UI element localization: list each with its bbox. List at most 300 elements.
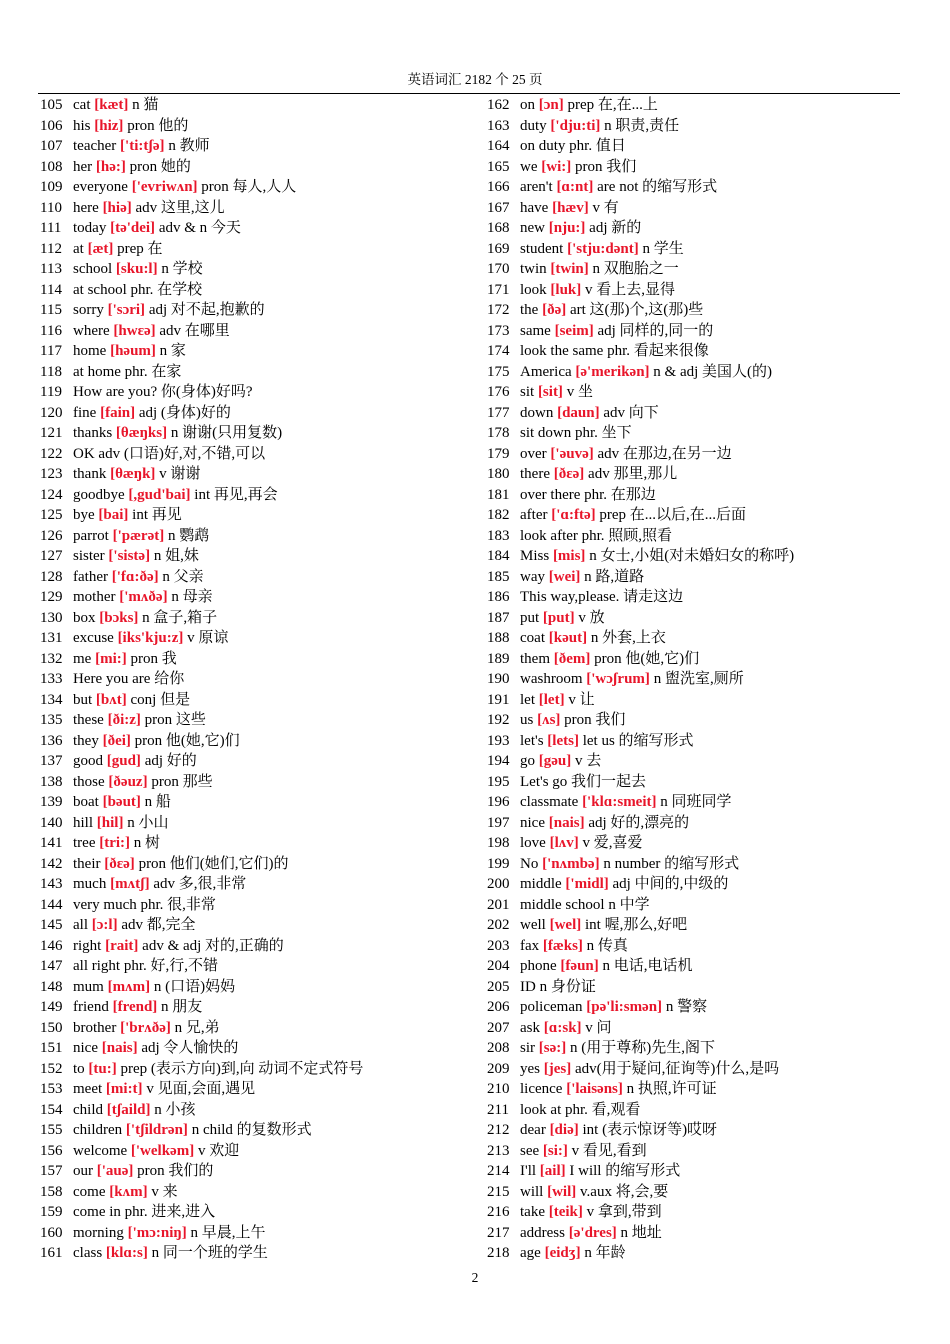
vocab-entry [40, 1243, 470, 1264]
entry-word: at [73, 240, 84, 257]
entry-definition: n 小山 [127, 814, 169, 831]
entry-number: 113 [40, 261, 62, 277]
entry-phonetic: ['stju:dənt] [567, 240, 639, 257]
vocab-entry [40, 710, 470, 731]
vocab-entry [40, 444, 470, 465]
entry-number: 171 [487, 281, 510, 298]
entry-phonetic: [nju:] [548, 220, 586, 236]
entry-phonetic: ['ɑ:ftə] [551, 507, 596, 523]
entry-phonetic: [mʌtʃ] [110, 876, 150, 892]
entry-phonetic: [hiz] [94, 117, 124, 134]
entry-word: parrot [73, 527, 109, 544]
entry-phonetic: [ɑ:nt] [556, 179, 594, 195]
vocab-entry [487, 157, 917, 178]
entry-number: 217 [487, 1224, 510, 1241]
entry-word: them [520, 650, 550, 667]
vocab-entry [487, 1243, 917, 1264]
entry-phonetic: [hwɛə] [113, 322, 156, 339]
entry-phonetic: [hə:] [95, 158, 126, 175]
entry-number: 195 [487, 773, 510, 790]
entry-word: down [520, 404, 554, 421]
entry-number: 186 [487, 589, 510, 605]
entry-word: morning [73, 1224, 124, 1241]
vocab-entry [487, 792, 917, 813]
entry-word: those [73, 773, 105, 790]
entry-word: This way,please. 请走这边 [520, 589, 684, 605]
entry-word: we [520, 158, 538, 175]
entry-definition: prep 在,在...上 [567, 97, 658, 113]
entry-word: father [73, 568, 108, 585]
vocab-entry [40, 1038, 470, 1059]
entry-definition: n 早晨,上午 [190, 1224, 266, 1241]
entry-word: aren't [520, 179, 553, 195]
entry-number: 218 [487, 1245, 510, 1261]
entry-word: go [520, 753, 535, 769]
entry-word: on [520, 97, 535, 113]
entry-definition: n 女士,小姐(对未婚妇女的称呼) [589, 548, 795, 564]
entry-number: 185 [487, 568, 510, 585]
entry-definition: adj 好的 [144, 753, 197, 769]
entry-phonetic: [luk] [550, 281, 582, 298]
entry-number: 153 [40, 1081, 63, 1097]
entry-word: well [520, 917, 546, 933]
vocab-entry [487, 239, 917, 260]
vocab-entry [487, 956, 917, 977]
vocab-entry [487, 628, 917, 649]
vocab-entry [40, 1120, 470, 1141]
vocab-entry [487, 915, 917, 936]
entry-phonetic: [lʌv] [549, 835, 579, 851]
entry-word: after [520, 507, 548, 523]
entry-phonetic: [iks'kju:z] [117, 630, 184, 646]
entry-phonetic: [fəun] [560, 958, 599, 974]
entry-phonetic: [twin] [550, 261, 589, 277]
entry-number: 139 [40, 794, 63, 810]
vocab-entry [40, 977, 470, 998]
vocab-entry [40, 403, 470, 424]
entry-word: over [520, 445, 547, 462]
entry-phonetic: [hiə] [102, 199, 132, 216]
entry-definition: n 小孩 [154, 1101, 196, 1118]
entry-number: 182 [487, 507, 510, 523]
entry-definition: v 看上去,显得 [585, 281, 676, 298]
entry-word: nice [73, 1040, 98, 1056]
vocab-entry [40, 751, 470, 772]
entry-number: 136 [40, 732, 63, 749]
entry-number: 208 [487, 1040, 510, 1056]
vocab-entry [40, 587, 470, 608]
entry-number: 138 [40, 773, 63, 790]
vocab-entry [487, 1038, 917, 1059]
entry-phonetic: [æt] [87, 240, 114, 257]
entry-word: way [520, 568, 545, 585]
vocab-entry [487, 1059, 917, 1080]
entry-number: 175 [487, 363, 510, 380]
entry-word: policeman [520, 999, 583, 1015]
entry-number: 124 [40, 486, 63, 503]
vocab-entry [487, 1223, 917, 1244]
entry-number: 164 [487, 138, 510, 154]
entry-number: 162 [487, 97, 510, 113]
entry-phonetic: [θæŋks] [115, 425, 168, 441]
entry-phonetic: [kəut] [548, 630, 588, 646]
entry-phonetic: [tʃaild] [106, 1101, 151, 1118]
vocab-entry [40, 280, 470, 301]
entry-number: 163 [487, 117, 510, 134]
entry-word: their [73, 855, 101, 872]
vocab-entry [40, 239, 470, 260]
vocab-entry [487, 505, 917, 526]
entry-number: 105 [40, 97, 63, 113]
entry-phonetic: [ɔ:l] [91, 917, 118, 933]
entry-definition: v 放 [578, 609, 605, 626]
entry-definition: prep (表示方向)到,向 动词不定式符号 [120, 1060, 364, 1077]
vocab-entry [40, 1018, 470, 1039]
entry-word: much [73, 876, 107, 892]
entry-phonetic: ['welkəm] [130, 1142, 195, 1159]
entry-number: 106 [40, 117, 63, 134]
entry-number: 194 [487, 753, 510, 769]
entry-number: 140 [40, 814, 63, 831]
vocab-entry [40, 259, 470, 280]
entry-word: cat [73, 97, 91, 113]
entry-number: 184 [487, 548, 510, 564]
entry-word: at home phr. 在家 [73, 363, 182, 380]
entry-definition: n 姐,妹 [153, 548, 199, 564]
entry-number: 198 [487, 835, 510, 851]
entry-word: classmate [520, 794, 579, 810]
entry-word: Let's go 我们一起去 [520, 773, 647, 790]
entry-phonetic: [ðəuz] [108, 773, 148, 790]
entry-word: Miss [520, 548, 550, 564]
entry-number: 176 [487, 384, 510, 400]
entry-definition: v 有 [592, 199, 619, 216]
entry-number: 137 [40, 753, 63, 769]
entry-phonetic: ['midl] [565, 876, 609, 892]
entry-word: sit down phr. 坐下 [520, 425, 632, 441]
entry-definition: n 警察 [665, 999, 708, 1015]
entry-number: 130 [40, 609, 63, 626]
entry-definition: n 谢谢(只用复数) [170, 425, 283, 441]
vocab-entry [487, 608, 917, 629]
entry-number: 143 [40, 876, 63, 892]
vocab-entry [487, 567, 917, 588]
vocab-entry [487, 587, 917, 608]
entry-word: see [520, 1142, 540, 1159]
entry-number: 168 [487, 220, 510, 236]
vocab-entry [40, 198, 470, 219]
entry-number: 156 [40, 1142, 63, 1159]
entry-phonetic: [kæt] [94, 97, 129, 113]
entry-word: middle school n 中学 [520, 896, 650, 913]
entry-definition: v 去 [575, 753, 602, 769]
entry-phonetic: [ʌs] [537, 712, 561, 728]
entry-word: very much phr. 很,非常 [73, 896, 216, 913]
entry-number: 199 [487, 855, 510, 872]
vocab-entry [40, 485, 470, 506]
entry-number: 216 [487, 1204, 510, 1220]
vocab-entry [487, 198, 917, 219]
entry-word: me [73, 650, 92, 667]
vocab-entry [40, 362, 470, 383]
entry-phonetic: [hil] [96, 814, 124, 831]
entry-definition: prep 在...以后,在...后面 [599, 507, 747, 523]
entry-number: 209 [487, 1060, 510, 1077]
entry-phonetic: [put] [542, 609, 575, 626]
entry-word: home [73, 343, 107, 359]
entry-word: mother [73, 589, 116, 605]
entry-definition: n 学校 [161, 261, 203, 277]
entry-word: there [520, 466, 550, 482]
entry-definition: v 坐 [566, 384, 593, 400]
entry-phonetic: [,gud'bai] [128, 486, 191, 503]
entry-number: 190 [487, 671, 510, 687]
entry-number: 189 [487, 650, 510, 667]
vocab-entry [40, 628, 470, 649]
entry-number: 192 [487, 712, 510, 728]
vocab-entry [487, 731, 917, 752]
entry-number: 144 [40, 896, 63, 913]
entry-phonetic: [daun] [557, 404, 600, 421]
entry-word: they [73, 732, 99, 749]
entry-word: new [520, 220, 545, 236]
entry-definition: n 传真 [586, 937, 628, 954]
entry-phonetic: ['pærət] [112, 527, 165, 544]
entry-number: 206 [487, 999, 510, 1015]
entry-phonetic: [ðɛə] [553, 466, 585, 482]
entry-number: 203 [487, 937, 510, 954]
entry-definition: adv & n 今天 [158, 220, 241, 236]
entry-word: where [73, 322, 110, 339]
vocab-column-right [487, 95, 917, 1264]
entry-word: school [73, 261, 113, 277]
entry-definition: pron 她的 [129, 158, 191, 175]
entry-number: 134 [40, 691, 63, 708]
entry-number: 126 [40, 527, 63, 544]
entry-number: 200 [487, 876, 510, 892]
entry-definition: v 欢迎 [197, 1142, 240, 1159]
entry-number: 173 [487, 322, 510, 339]
page-header: 英语词汇 2182 个 25 页 [407, 72, 543, 87]
entry-definition: adv(用于疑问,征询等)什么,是吗 [574, 1060, 780, 1077]
entry-definition: v 拿到,带到 [586, 1204, 662, 1220]
entry-definition: v 来 [151, 1183, 178, 1200]
entry-phonetic: [ail] [539, 1163, 566, 1179]
vocab-entry [40, 464, 470, 485]
entry-number: 119 [40, 384, 62, 400]
entry-word: will [520, 1183, 544, 1200]
vocab-entry [487, 464, 917, 485]
entry-definition: n 学生 [642, 240, 684, 257]
entry-number: 179 [487, 445, 510, 462]
entry-definition: n 电话,电话机 [602, 958, 693, 974]
vocab-entry [487, 485, 917, 506]
entry-number: 215 [487, 1183, 510, 1200]
vocab-entry [487, 95, 917, 116]
entry-phonetic: [ðei] [102, 732, 131, 749]
entry-number: 183 [487, 527, 510, 544]
entry-phonetic: [gəu] [538, 753, 572, 769]
entry-definition: adv 向下 [603, 404, 659, 421]
entry-phonetic: [gud] [106, 753, 141, 769]
entry-number: 117 [40, 343, 62, 359]
entry-word: sir [520, 1040, 535, 1056]
entry-word: look the same phr. 看起来很像 [520, 343, 709, 359]
vocab-entry [40, 874, 470, 895]
entry-word: excuse [73, 630, 114, 646]
vocab-entry [40, 95, 470, 116]
vocab-entry [40, 382, 470, 403]
vocab-entry [487, 895, 917, 916]
entry-word: look after phr. 照顾,照看 [520, 527, 673, 544]
entry-definition: n & adj 美国人(的) [653, 363, 773, 380]
entry-definition: n 执照,许可证 [626, 1081, 717, 1097]
entry-number: 114 [40, 281, 62, 298]
entry-number: 125 [40, 507, 63, 523]
entry-phonetic: ['mʌðə] [119, 589, 168, 605]
entry-definition: pron 这些 [144, 712, 206, 728]
entry-word: friend [73, 999, 109, 1015]
entry-number: 197 [487, 814, 510, 831]
entry-phonetic: [mis] [552, 548, 586, 564]
vocab-entry [487, 362, 917, 383]
entry-phonetic: ['əuvə] [550, 445, 594, 462]
entry-number: 152 [40, 1060, 63, 1077]
entry-definition: adv 在哪里 [159, 322, 230, 339]
vocab-entry [40, 895, 470, 916]
entry-word: bye [73, 507, 95, 523]
entry-definition: adj 好的,漂亮的 [588, 814, 690, 831]
entry-definition: n child 的复数形式 [191, 1122, 312, 1138]
entry-definition: v 看见,看到 [571, 1142, 647, 1159]
vocab-entry [40, 1182, 470, 1203]
entry-word: ID n 身份证 [520, 978, 596, 995]
entry-definition: adv 这里,这儿 [135, 199, 225, 216]
vocab-entry [40, 649, 470, 670]
entry-number: 148 [40, 978, 63, 995]
entry-definition: n 教师 [168, 138, 210, 154]
entry-phonetic: [ɔn] [538, 97, 564, 113]
entry-phonetic: [jes] [543, 1060, 572, 1077]
entry-phonetic: [sku:l] [115, 261, 158, 277]
entry-definition: adj 对不起,抱歉的 [148, 302, 265, 318]
entry-word: have [520, 199, 549, 216]
vocab-entry [487, 977, 917, 998]
entry-word: us [520, 712, 534, 728]
entry-number: 151 [40, 1040, 63, 1056]
entry-number: 174 [487, 343, 510, 359]
entry-phonetic: [hæv] [552, 199, 589, 216]
entry-definition: n 地址 [620, 1224, 662, 1241]
entry-phonetic: ['auə] [96, 1163, 134, 1179]
entry-number: 147 [40, 958, 63, 974]
entry-word: everyone [73, 179, 128, 195]
entry-number: 123 [40, 466, 63, 482]
vocab-entry [40, 1161, 470, 1182]
vocab-entry [487, 1202, 917, 1223]
entry-phonetic: [tri:] [99, 835, 131, 851]
entry-phonetic: [rait] [105, 937, 139, 954]
entry-definition: adj 同样的,同一的 [597, 322, 714, 339]
entry-definition: pron 他的 [127, 117, 189, 134]
entry-word: mum [73, 978, 104, 995]
entry-definition: n 双胞胎之一 [592, 261, 679, 277]
entry-number: 191 [487, 691, 510, 708]
entry-definition: v 爱,喜爱 [582, 835, 643, 851]
entry-word: meet [73, 1081, 103, 1097]
header-rule [38, 93, 900, 94]
entry-definition: v.aux 将,会,要 [580, 1183, 669, 1200]
vocab-entry [487, 403, 917, 424]
entry-phonetic: ['ti:tʃə] [120, 138, 165, 154]
entry-number: 131 [40, 630, 63, 646]
entry-word: welcome [73, 1142, 128, 1159]
entry-number: 108 [40, 158, 63, 175]
entry-word: these [73, 712, 104, 728]
entry-phonetic: [fain] [100, 404, 136, 421]
entry-word: teacher [73, 138, 117, 154]
vocab-entry [487, 669, 917, 690]
vocab-entry [40, 116, 470, 137]
entry-word: here [73, 199, 99, 216]
entry-phonetic: [klɑ:s] [105, 1245, 148, 1261]
vocab-entry [487, 772, 917, 793]
entry-phonetic: ['laisəns] [566, 1081, 623, 1097]
entry-word: Here you are 给你 [73, 671, 185, 687]
entry-definition: pron 我们 [564, 712, 626, 728]
entry-number: 149 [40, 999, 63, 1015]
entry-definition: n number 的缩写形式 [603, 855, 740, 872]
entry-number: 187 [487, 609, 510, 626]
entry-word: take [520, 1204, 545, 1220]
vocab-entry [487, 997, 917, 1018]
entry-number: 188 [487, 630, 510, 646]
entry-word: over there phr. 在那边 [520, 486, 656, 503]
entry-word: No [520, 855, 539, 872]
entry-definition: n 同一个班的学生 [151, 1245, 268, 1261]
entry-number: 120 [40, 404, 63, 421]
vocab-entry [40, 833, 470, 854]
entry-number: 180 [487, 466, 510, 482]
entry-definition: adv 在那边,在另一边 [597, 445, 732, 462]
entry-word: children [73, 1122, 123, 1138]
entry-number: 160 [40, 1224, 63, 1241]
vocab-entry [487, 710, 917, 731]
entry-definition: conj 但是 [130, 691, 191, 708]
entry-number: 161 [40, 1245, 63, 1261]
entry-definition: I will 的缩写形式 [569, 1163, 681, 1179]
entry-definition: n 母亲 [171, 589, 213, 605]
vocab-entry [487, 690, 917, 711]
vocab-entry [40, 218, 470, 239]
vocab-entry [40, 1223, 470, 1244]
entry-number: 146 [40, 937, 63, 954]
entry-word: but [73, 691, 93, 708]
entry-number: 170 [487, 261, 510, 277]
vocab-entry [40, 669, 470, 690]
vocab-entry [487, 1120, 917, 1141]
vocab-column-left [40, 95, 470, 1264]
entry-definition: n 朋友 [161, 999, 203, 1015]
entry-word: OK adv (口语)好,对,不错,可以 [73, 445, 266, 462]
entry-definition: prep 在 [117, 240, 163, 257]
entry-word: dear [520, 1122, 546, 1138]
entry-number: 154 [40, 1101, 63, 1118]
entry-phonetic: [həum] [110, 343, 156, 359]
entry-phonetic: [seim] [554, 322, 594, 339]
entry-word: look at phr. 看,观看 [520, 1101, 641, 1118]
entry-number: 181 [487, 486, 510, 503]
